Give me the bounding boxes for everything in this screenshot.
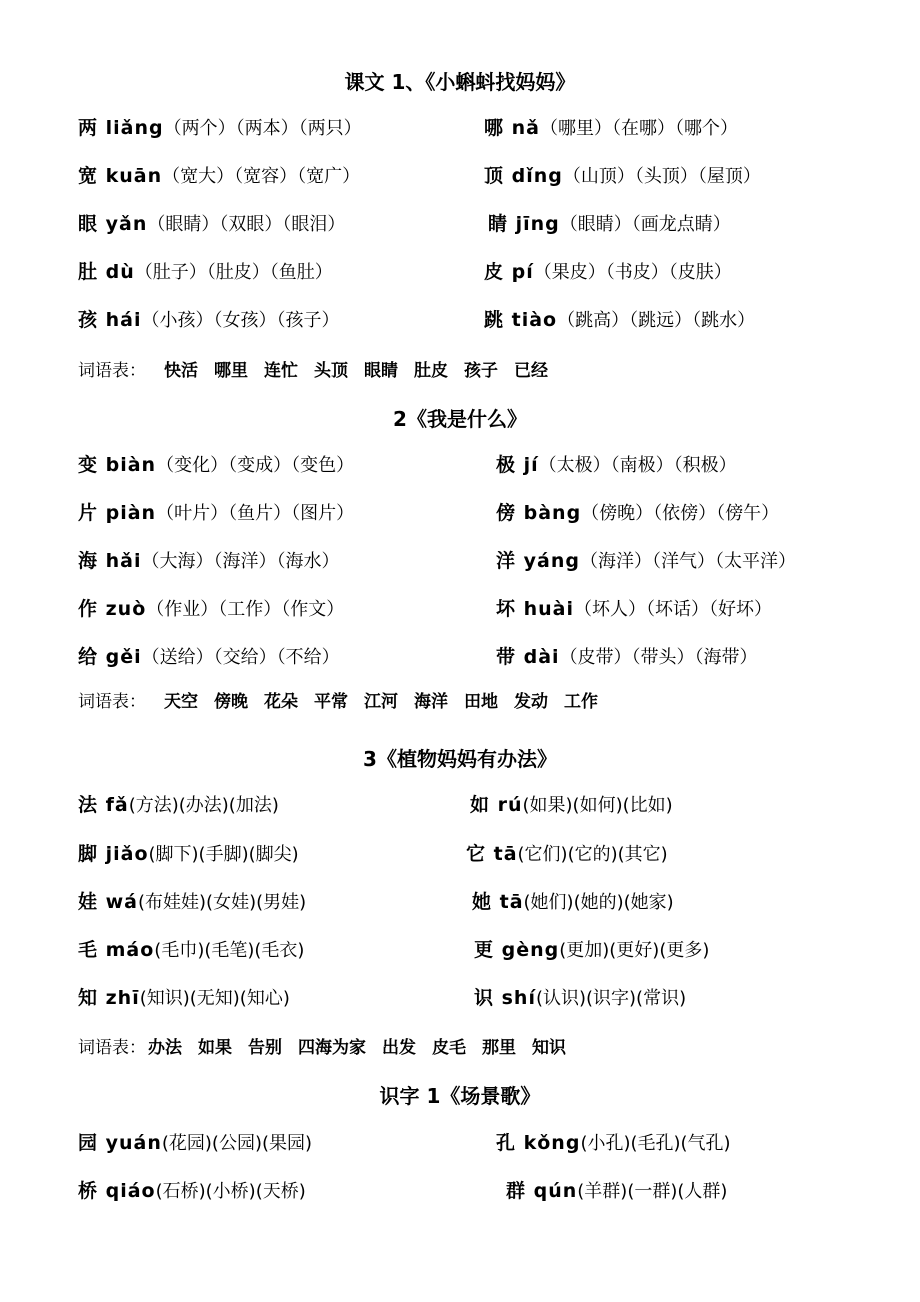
entry-words: （山顶）（头顶）（屋顶） [562, 166, 761, 187]
vocab-word: 已经 [514, 361, 548, 381]
entry-words: (小孔)(毛孔)(气孔) [580, 1133, 731, 1154]
entry-head: 群 qún [506, 1180, 578, 1202]
vocab-label: 词语表： [78, 1038, 146, 1058]
entry-left [78, 792, 279, 819]
vocab-word: 快活 [164, 361, 198, 381]
lesson-title: 3《植物妈妈有办法》 [363, 747, 557, 771]
entry-head: 两 liǎng [78, 117, 164, 139]
entry-left [78, 259, 333, 286]
vocab-word: 工作 [564, 692, 598, 712]
entry-words: （坏人）（坏话）（好坏） [574, 599, 773, 620]
vocab-word: 眼睛 [364, 361, 398, 381]
entry-head: 变 biàn [78, 454, 157, 476]
entry-words: （眼睛）（画龙点睛） [559, 214, 731, 235]
entry-left [78, 115, 362, 142]
entry-right [496, 1130, 731, 1157]
vocab-word: 田地 [464, 692, 498, 712]
entry-head: 法 fǎ [78, 794, 129, 816]
entry-right [484, 163, 761, 190]
vocab-label: 词语表： [78, 692, 146, 712]
vocab-word: 办法 [148, 1038, 182, 1058]
vocab-list [78, 359, 548, 383]
entry-head: 识 shí [474, 987, 536, 1009]
entry-head: 片 piàn [78, 502, 157, 524]
entry-left [78, 985, 290, 1012]
entry-head: 更 gèng [474, 939, 560, 961]
entry-left [78, 937, 304, 964]
entry-words: (知识)(无知)(知心) [139, 988, 290, 1009]
entry-left [78, 644, 340, 671]
entry-right [484, 259, 732, 286]
vocab-word: 那里 [482, 1038, 516, 1058]
entry-head: 脚 jiǎo [78, 843, 149, 865]
entry-left [78, 307, 339, 334]
vocab-label: 词语表： [78, 361, 146, 381]
entry-words: （眼睛）（双眼）（眼泪） [147, 214, 346, 235]
entry-head: 哪 nǎ [484, 117, 540, 139]
entry-head: 孔 kǒng [496, 1132, 581, 1154]
entry-left [78, 452, 354, 479]
entry-words: （傍晚）（依傍）（傍午） [581, 503, 780, 524]
entry-words: （海洋）（洋气）（太平洋） [579, 551, 796, 572]
entry-left [78, 841, 299, 868]
vocab-word: 花朵 [264, 692, 298, 712]
vocab-word: 天空 [164, 692, 198, 712]
entry-head: 顶 dǐng [484, 165, 563, 187]
entry-words: （跳高）（跳远）（跳水） [557, 310, 756, 331]
entry-words: (认识)(识字)(常识) [535, 988, 687, 1009]
entry-right [472, 889, 674, 916]
entry-words: (石桥)(小桥)(天桥) [155, 1181, 306, 1202]
entry-right [470, 792, 673, 819]
entry-head: 跳 tiào [484, 309, 558, 331]
entry-left [78, 1178, 306, 1205]
entry-right [466, 841, 668, 868]
entry-head: 作 zuò [78, 598, 147, 620]
entry-words: （叶片）（鱼片）（图片） [156, 503, 355, 524]
entry-left [78, 889, 306, 916]
entry-right [474, 937, 709, 964]
entry-head: 知 zhī [78, 987, 140, 1009]
entry-head: 毛 máo [78, 939, 155, 961]
entry-right [474, 985, 686, 1012]
entry-words: (羊群)(一群)(人群) [577, 1181, 728, 1202]
entry-right [496, 452, 737, 479]
entry-head: 皮 pí [484, 261, 534, 283]
entry-head: 肚 dù [78, 261, 135, 283]
lesson-title: 2《我是什么》 [393, 407, 527, 431]
entry-words: （两个）（两本）（两只） [163, 118, 362, 139]
entry-right [488, 211, 731, 238]
vocab-word: 发动 [514, 692, 548, 712]
entry-words: (它们)(它的)(其它) [517, 844, 668, 865]
entry-right [484, 115, 738, 142]
entry-words: （大海）（海洋）（海水） [141, 551, 340, 572]
entry-words: （宽大）（宽容）（宽广） [162, 166, 361, 187]
entry-right [496, 500, 779, 527]
entry-head: 傍 bàng [496, 502, 582, 524]
entry-words: （太极）（南极）（积极） [538, 455, 737, 476]
entry-words: (脚下)(手脚)(脚尖) [148, 844, 299, 865]
entry-head: 海 hǎi [78, 550, 142, 572]
entry-words: （肚子）（肚皮）（鱼肚） [134, 262, 333, 283]
vocab-word: 四海为家 [298, 1038, 366, 1058]
vocab-word: 皮毛 [432, 1038, 466, 1058]
entry-words: (她们)(她的)(她家) [523, 892, 674, 913]
entry-head: 坏 huài [496, 598, 575, 620]
entry-words: (更加)(更好)(更多) [559, 940, 710, 961]
vocab-word: 如果 [198, 1038, 232, 1058]
entry-words: （送给）（交给）（不给） [141, 647, 340, 668]
entry-head: 带 dài [496, 646, 560, 668]
lesson-title: 课文 1、《小蝌蚪找妈妈》 [344, 70, 576, 94]
entry-words: （皮带）（带头）（海带） [559, 647, 758, 668]
entry-right [506, 1178, 727, 1205]
entry-words: (布娃娃)(女娃)(男娃) [138, 892, 307, 913]
entry-head: 园 yuán [78, 1132, 162, 1154]
entry-head: 如 rú [470, 794, 523, 816]
vocab-list [78, 1036, 566, 1060]
entry-head: 它 tā [466, 843, 518, 865]
vocab-word: 知识 [532, 1038, 566, 1058]
entry-left [78, 211, 345, 238]
entry-head: 睛 jīng [488, 213, 560, 235]
entry-words: （小孩）（女孩）（孩子） [141, 310, 340, 331]
entry-words: (花园)(公园)(果园) [161, 1133, 313, 1154]
entry-left [78, 1130, 312, 1157]
entry-words: (毛巾)(毛笔)(毛衣) [154, 940, 305, 961]
vocab-word: 连忙 [264, 361, 298, 381]
vocab-word: 海洋 [414, 692, 448, 712]
entry-right [496, 644, 758, 671]
vocab-list [78, 690, 598, 714]
entry-head: 娃 wá [78, 891, 138, 913]
entry-right [496, 548, 796, 575]
entry-head: 孩 hái [78, 309, 142, 331]
vocab-word: 头顶 [314, 361, 348, 381]
entry-right [496, 596, 772, 623]
entry-head: 洋 yáng [496, 550, 580, 572]
entry-right [484, 307, 755, 334]
vocab-word: 哪里 [214, 361, 248, 381]
lesson-title: 识字 1《场景歌》 [379, 1084, 541, 1108]
entry-head: 眼 yǎn [78, 213, 148, 235]
entry-left [78, 596, 344, 623]
entry-head: 给 gěi [78, 646, 142, 668]
vocab-word: 出发 [382, 1038, 416, 1058]
vocab-word: 告别 [248, 1038, 282, 1058]
entry-words: （作业）（工作）（作文） [146, 599, 345, 620]
entry-left [78, 163, 360, 190]
entry-left [78, 548, 339, 575]
entry-head: 极 jí [496, 454, 539, 476]
entry-head: 桥 qiáo [78, 1180, 156, 1202]
entry-words: (如果)(如何)(比如) [522, 795, 673, 816]
vocab-word: 傍晚 [214, 692, 248, 712]
vocab-word: 肚皮 [414, 361, 448, 381]
entry-words: （哪里）（在哪）（哪个） [539, 118, 738, 139]
entry-head: 她 tā [472, 891, 524, 913]
entry-words: （果皮）（书皮）（皮肤） [533, 262, 732, 283]
vocab-word: 孩子 [464, 361, 498, 381]
entry-words: （变化）（变成）（变色） [156, 455, 355, 476]
entry-words: (方法)(办法)(加法) [128, 795, 279, 816]
vocab-word: 平常 [314, 692, 348, 712]
entry-left [78, 500, 354, 527]
entry-head: 宽 kuān [78, 165, 163, 187]
vocab-word: 江河 [364, 692, 398, 712]
